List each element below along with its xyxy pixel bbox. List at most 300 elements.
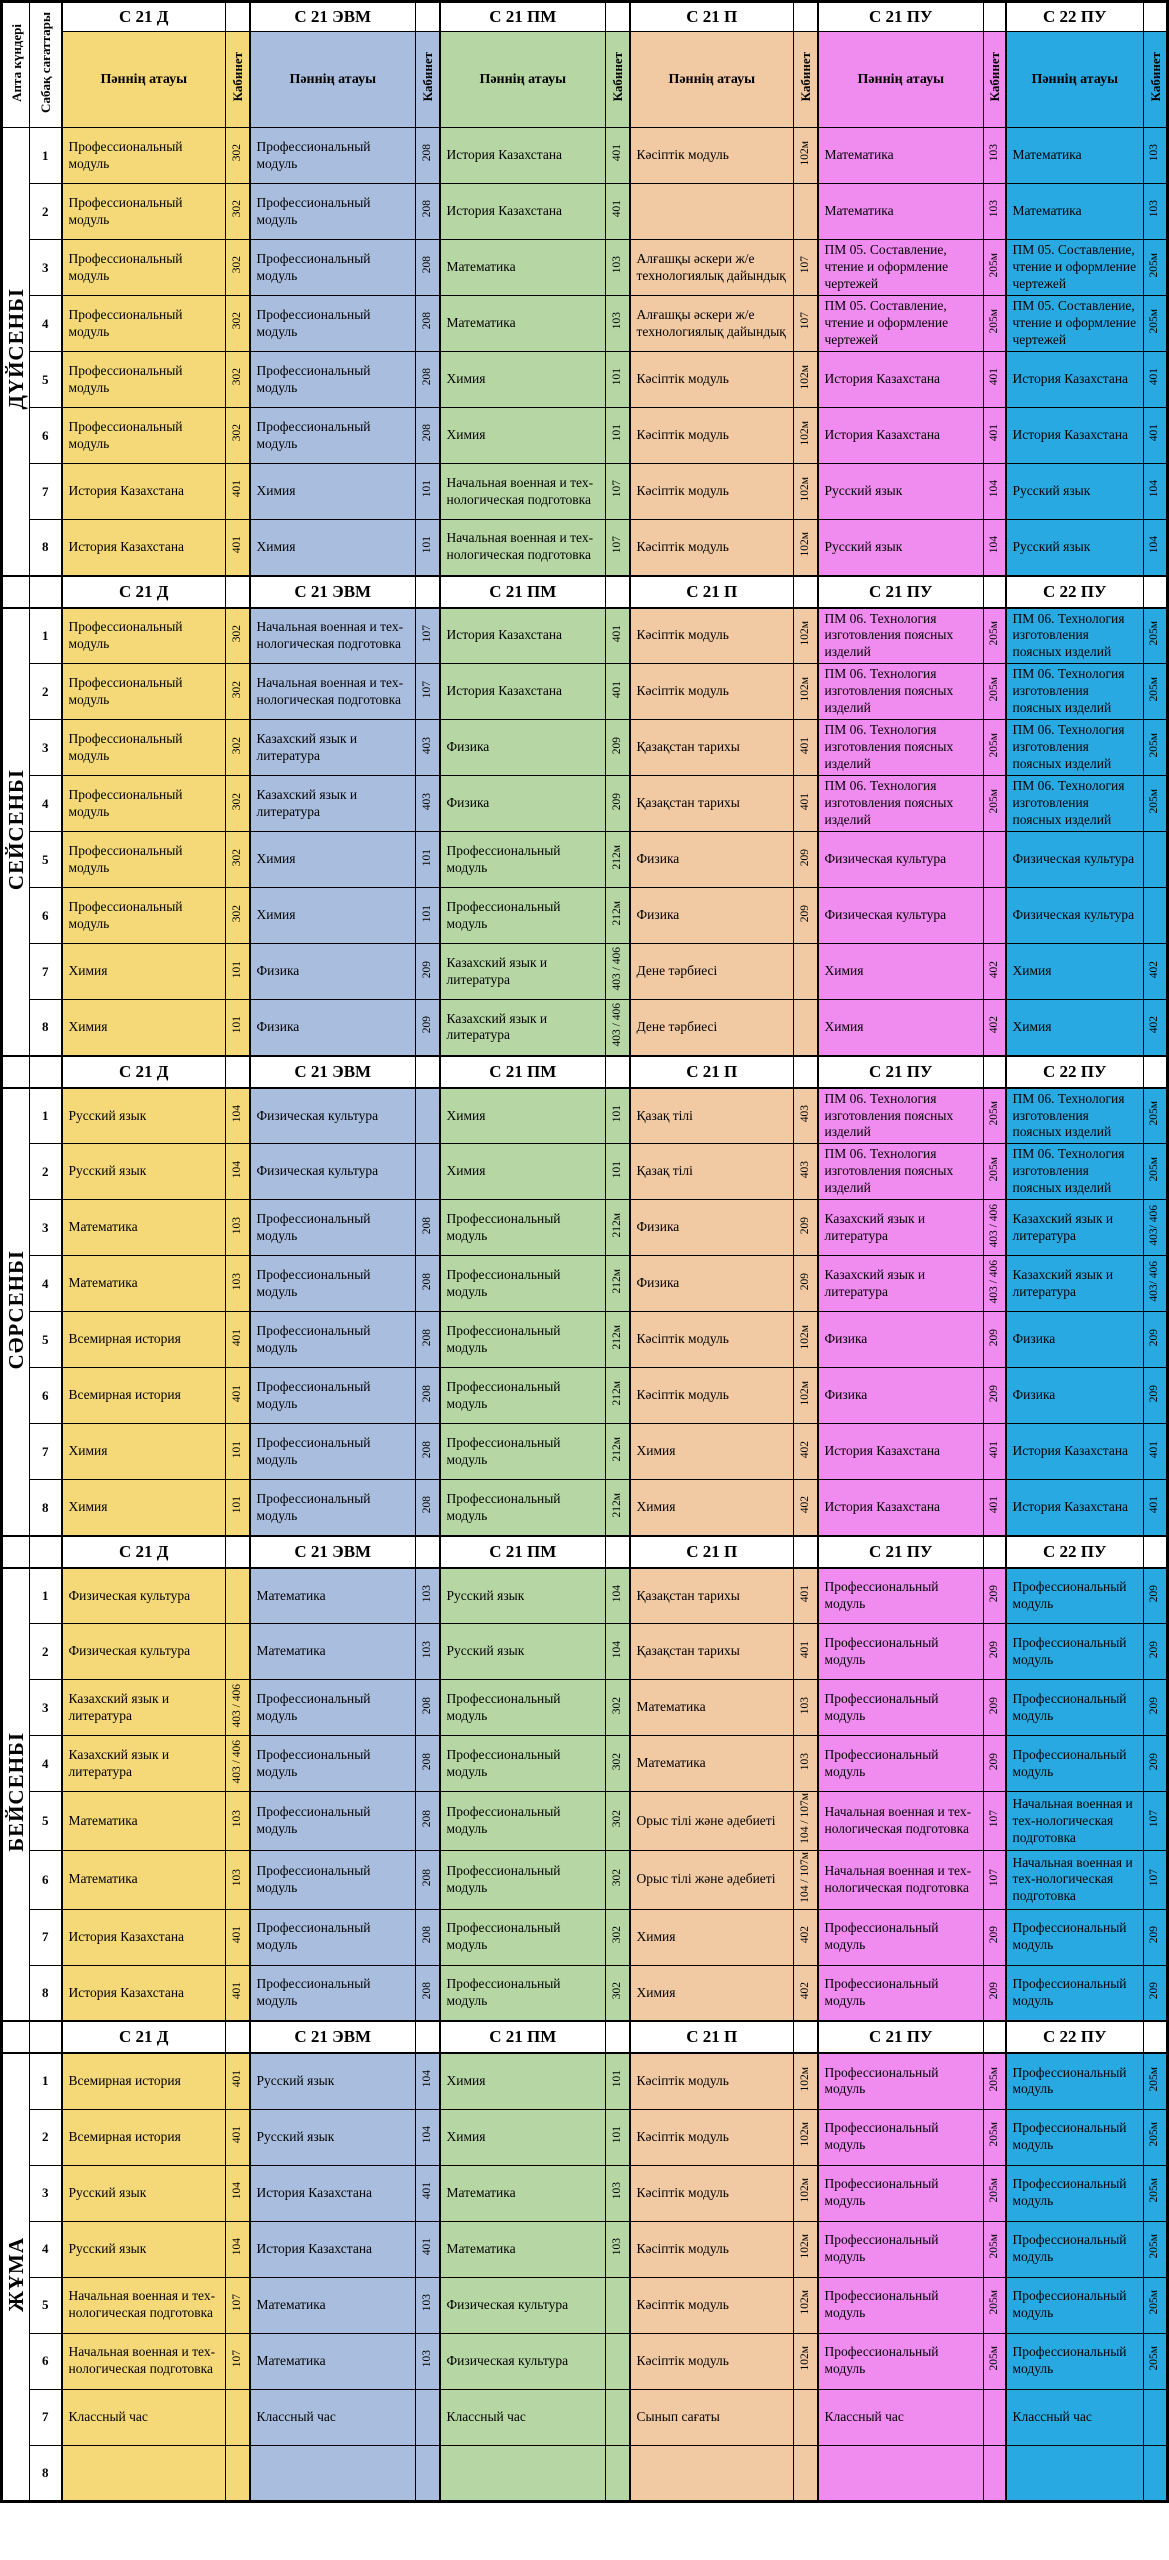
subject-cell: Профессиональный модуль [818, 1965, 984, 2021]
room-number: 103 [1148, 200, 1161, 218]
subject-cell: Химия [250, 464, 416, 520]
subject-cell: История Казахстана [62, 464, 226, 520]
room-cell [416, 2389, 440, 2445]
room-number: 205м [987, 2122, 1000, 2147]
room-cell [416, 944, 440, 1000]
room-cell [226, 1568, 250, 1624]
room-number: 302 [230, 680, 243, 698]
room-cell [984, 464, 1006, 520]
spacer-cell [984, 1056, 1006, 1088]
room-cell [416, 240, 440, 296]
lesson-hour: 8 [30, 1000, 62, 1056]
group-name-header: С 21 ПМ [440, 1056, 606, 1088]
room-number: 403 / 406 [230, 1683, 243, 1727]
room-number: 205м [987, 2346, 1000, 2371]
subject-cell: Профессиональный модуль [818, 2277, 984, 2333]
room-cell [1144, 1792, 1168, 1851]
group-name-header: С 21 ЭВМ [250, 576, 416, 608]
room-cell [1144, 1568, 1168, 1624]
subject-cell: Начальная военная и тех-нологическая подготовка [818, 1850, 984, 1909]
room-cell [226, 464, 250, 520]
room-number: 107 [610, 536, 623, 554]
subject-cell: Профессиональный модуль [250, 128, 416, 184]
subject-cell: Физическая культура [62, 1568, 226, 1624]
subject-cell: Физическая культура [250, 1144, 416, 1200]
room-cell [416, 1256, 440, 1312]
room-cell [1144, 1312, 1168, 1368]
lesson-hour: 1 [30, 608, 62, 664]
room-number: 102м [798, 676, 811, 702]
room-number: 209 [987, 1926, 1000, 1944]
room-cell [1144, 184, 1168, 240]
subject-cell: ПМ 06. Технология изготовления поясных изделий [1006, 608, 1144, 664]
group-name-header: С 21 П [630, 1536, 794, 1568]
room-number: 401 [230, 1328, 243, 1346]
room-number: 403 [420, 736, 433, 754]
subject-cell: ПМ 06. Технология изготовления поясных изделий [818, 1144, 984, 1200]
room-cell [1144, 1736, 1168, 1792]
room-number: 102м [798, 2234, 811, 2259]
subject-cell: Физика [630, 832, 794, 888]
room-number: 401 [230, 1981, 243, 2000]
room-number: 103 [230, 1216, 243, 1234]
room-number: 212м [610, 1212, 623, 1238]
room-number: 401 [610, 144, 623, 162]
spacer-cell [2, 1056, 30, 1088]
room-number: 401 [798, 1640, 811, 1658]
subject-cell: Математика [1006, 184, 1144, 240]
room-cell [606, 128, 630, 184]
room-number: 401 [230, 2126, 243, 2144]
room-column-header-label: Кабинет [609, 52, 625, 102]
room-cell [1144, 352, 1168, 408]
day-label-text: БЕЙСЕНБІ [3, 1732, 28, 1852]
lesson-hour: 7 [30, 944, 62, 1000]
subject-cell: История Казахстана [1006, 1424, 1144, 1480]
day-label-text: ЖҰМА [3, 2237, 28, 2312]
room-number: 212м [610, 1268, 623, 1294]
lesson-hour: 5 [30, 1312, 62, 1368]
room-number: 302 [610, 1696, 623, 1714]
subject-cell: Профессиональный модуль [818, 1736, 984, 1792]
room-number: 302 [230, 792, 243, 810]
room-number: 302 [230, 200, 243, 218]
room-number: 104 [420, 2070, 433, 2088]
room-number: 209 [987, 1384, 1000, 1402]
room-cell [226, 664, 250, 720]
room-column-header-label: Кабинет [1147, 52, 1163, 102]
spacer-cell [2, 576, 30, 608]
room-cell [984, 944, 1006, 1000]
subject-cell: Математика [62, 1200, 226, 1256]
room-cell [226, 2165, 250, 2221]
subject-cell: Профессиональный модуль [818, 1680, 984, 1736]
lesson-row [2, 1088, 1168, 1144]
spacer-cell [606, 576, 630, 608]
room-number: 403 / 406 [610, 947, 623, 991]
subject-cell: ПМ 06. Технология изготовления поясных изделий [818, 776, 984, 832]
room-cell [794, 184, 818, 240]
room-number: 107 [987, 1809, 1000, 1828]
subject-cell: ПМ 06. Технология изготовления поясных изделий [818, 664, 984, 720]
room-cell [794, 1000, 818, 1056]
subject-cell: Кәсіптік модуль [630, 664, 794, 720]
subject-cell: Начальная военная и тех-нологическая подготовка [250, 664, 416, 720]
room-cell [606, 1144, 630, 1200]
room-cell [1144, 1256, 1168, 1312]
room-cell [794, 888, 818, 944]
room-column-header [606, 32, 630, 128]
subject-cell: Профессиональный модуль [440, 832, 606, 888]
room-cell [606, 1200, 630, 1256]
subject-cell: Профессиональный модуль [250, 1424, 416, 1480]
room-number: 205м [987, 1101, 1000, 1126]
room-number: 401 [1148, 424, 1161, 442]
room-cell [606, 1736, 630, 1792]
room-cell [1144, 1480, 1168, 1536]
room-cell [984, 1680, 1006, 1736]
room-cell [794, 1736, 818, 1792]
room-number: 212м [610, 900, 623, 926]
room-number: 102м [798, 140, 811, 166]
lesson-hour: 3 [30, 240, 62, 296]
room-number: 401 [798, 1584, 811, 1603]
subject-cell: Всемирная история [62, 1312, 226, 1368]
room-number: 208 [420, 1809, 433, 1828]
room-cell [416, 1000, 440, 1056]
room-number: 205м [1148, 2234, 1161, 2259]
subject-cell: Химия [440, 2053, 606, 2109]
room-number: 209 [987, 1328, 1000, 1346]
room-column-header-label: Кабинет [229, 52, 245, 102]
room-cell [794, 1792, 818, 1851]
lesson-row [2, 2109, 1168, 2165]
subject-cell: Физика [440, 720, 606, 776]
room-number: 205м [1148, 2346, 1161, 2371]
room-number: 208 [420, 1328, 433, 1346]
room-cell [984, 2109, 1006, 2165]
room-number: 403 / 406 [610, 1003, 623, 1047]
subject-cell: Химия [630, 1965, 794, 2021]
lesson-row [2, 1792, 1168, 1851]
room-number: 104 [230, 2182, 243, 2200]
room-number: 101 [420, 904, 433, 922]
subject-cell: Профессиональный модуль [440, 1792, 606, 1851]
lesson-row [2, 2389, 1168, 2445]
room-cell [416, 1792, 440, 1851]
room-number: 402 [1148, 960, 1161, 978]
room-cell [416, 1200, 440, 1256]
room-number: 103 [987, 144, 1000, 162]
spacer-cell [416, 1536, 440, 1568]
subject-cell: Дене тәрбиесі [630, 1000, 794, 1056]
room-cell [1144, 1200, 1168, 1256]
subject-cell: Қазақстан тарихы [630, 1568, 794, 1624]
subject-cell: Профессиональный модуль [62, 832, 226, 888]
spacer-cell [794, 2, 818, 32]
lesson-hour: 3 [30, 1680, 62, 1736]
day-separator-header [2, 1536, 1168, 1568]
room-cell [794, 776, 818, 832]
subject-cell: Профессиональный модуль [250, 296, 416, 352]
group-name-header: С 21 ЭВМ [250, 1056, 416, 1088]
room-column-header [794, 32, 818, 128]
room-cell [794, 1624, 818, 1680]
subject-cell: История Казахстана [440, 664, 606, 720]
subject-cell: Химия [62, 1424, 226, 1480]
room-cell [606, 1480, 630, 1536]
room-cell [794, 1480, 818, 1536]
subject-cell: ПМ 06. Технология изготовления поясных изделий [818, 720, 984, 776]
subject-cell: Русский язык [1006, 520, 1144, 576]
room-cell [416, 2333, 440, 2389]
lesson-row [2, 2221, 1168, 2277]
subject-cell: Алғашқы әскери ж/е технологиялық дайындық [630, 240, 794, 296]
lesson-hour: 7 [30, 464, 62, 520]
subject-cell: Кәсіптік модуль [630, 464, 794, 520]
room-number: 103 [1148, 144, 1161, 162]
subject-cell: Физическая культура [1006, 888, 1144, 944]
room-number: 103 [420, 1584, 433, 1603]
room-cell [226, 1480, 250, 1536]
room-cell [226, 1624, 250, 1680]
room-number: 208 [420, 1496, 433, 1514]
room-cell [226, 184, 250, 240]
room-cell [226, 1909, 250, 1965]
room-number: 104 [230, 2238, 243, 2256]
subject-cell: Профессиональный модуль [1006, 1680, 1144, 1736]
room-cell [606, 296, 630, 352]
room-cell [794, 1088, 818, 1144]
subject-cell: Химия [1006, 1000, 1144, 1056]
room-cell [794, 352, 818, 408]
subject-cell: Начальная военная и тех-нологическая подготовка [818, 1792, 984, 1851]
subject-cell: Классный час [440, 2389, 606, 2445]
room-number: 208 [420, 1384, 433, 1402]
room-number: 209 [1148, 1981, 1161, 2000]
lesson-hour: 8 [30, 1965, 62, 2021]
header-row-groups [2, 2, 1168, 32]
room-cell [606, 408, 630, 464]
lesson-row [2, 664, 1168, 720]
room-cell [794, 944, 818, 1000]
room-number: 209 [610, 792, 623, 810]
room-cell [794, 664, 818, 720]
subject-cell: Математика [62, 1256, 226, 1312]
subject-cell: Профессиональный модуль [250, 1200, 416, 1256]
subject-cell: Профессиональный модуль [250, 1480, 416, 1536]
subject-cell: История Казахстана [62, 1965, 226, 2021]
room-number: 103 [798, 1696, 811, 1714]
hours-column-header [30, 2, 62, 128]
room-number: 102м [798, 2178, 811, 2203]
subject-cell: Профессиональный модуль [1006, 2333, 1144, 2389]
room-cell [416, 1312, 440, 1368]
subject-cell: Химия [250, 832, 416, 888]
subject-cell: Профессиональный модуль [440, 1256, 606, 1312]
room-cell [226, 2445, 250, 2501]
room-cell [226, 944, 250, 1000]
room-cell [416, 720, 440, 776]
subject-cell: Профессиональный модуль [1006, 1736, 1144, 1792]
subject-cell: Профессиональный модуль [250, 1256, 416, 1312]
subject-cell: Начальная военная и тех-нологическая подготовка [62, 2277, 226, 2333]
group-name-header: С 21 ЭВМ [250, 1536, 416, 1568]
room-cell [984, 1792, 1006, 1851]
room-number: 205м [987, 2178, 1000, 2203]
room-number: 209 [1148, 1584, 1161, 1603]
room-number: 403 / 406 [987, 1259, 1000, 1303]
subject-cell: История Казахстана [1006, 352, 1144, 408]
room-number: 101 [420, 480, 433, 498]
room-number: 302 [230, 424, 243, 442]
group-name-header: С 21 Д [62, 1536, 226, 1568]
room-cell [416, 2277, 440, 2333]
lesson-hour: 5 [30, 352, 62, 408]
subject-cell: Профессиональный модуль [250, 1909, 416, 1965]
room-cell [606, 184, 630, 240]
subject-cell: Профессиональный модуль [62, 240, 226, 296]
spacer-cell [416, 1056, 440, 1088]
group-name-header: С 21 ПМ [440, 576, 606, 608]
room-number: 205м [1148, 732, 1161, 758]
subject-cell: Химия [630, 1909, 794, 1965]
subject-cell: ПМ 06. Технология изготовления поясных изделий [1006, 1088, 1144, 1144]
room-cell [1144, 1368, 1168, 1424]
group-name-header: С 21 ПУ [818, 2021, 984, 2053]
room-cell [1144, 1909, 1168, 1965]
subject-cell: Профессиональный модуль [818, 1909, 984, 1965]
room-number: 208 [420, 312, 433, 330]
subject-cell: Физическая культура [62, 1624, 226, 1680]
room-number: 401 [230, 536, 243, 554]
lesson-hour: 3 [30, 720, 62, 776]
lesson-row [2, 2165, 1168, 2221]
room-cell [984, 352, 1006, 408]
subject-cell: Математика [818, 184, 984, 240]
subject-cell: Профессиональный модуль [62, 296, 226, 352]
room-number: 103 [610, 2238, 623, 2256]
day-label [2, 1088, 30, 1536]
room-cell [226, 1144, 250, 1200]
spacer-cell [416, 2021, 440, 2053]
room-number: 209 [1148, 1328, 1161, 1346]
room-cell [606, 1792, 630, 1851]
room-cell [794, 1424, 818, 1480]
subject-cell: Химия [1006, 944, 1144, 1000]
subject-cell: Профессиональный модуль [818, 2333, 984, 2389]
lesson-row [2, 1424, 1168, 1480]
lesson-hour: 4 [30, 776, 62, 832]
lesson-hour: 6 [30, 1368, 62, 1424]
room-number: 107 [420, 680, 433, 698]
subject-cell: Кәсіптік модуль [630, 352, 794, 408]
spacer-cell [794, 2021, 818, 2053]
days-column-header-label: Апта күндері [8, 23, 24, 102]
room-number: 205м [1148, 788, 1161, 814]
room-cell [416, 1680, 440, 1736]
room-number: 208 [420, 1272, 433, 1290]
subject-cell: Химия [440, 2109, 606, 2165]
room-number: 401 [798, 736, 811, 754]
subject-cell: Физика [1006, 1368, 1144, 1424]
subject-cell: Физика [818, 1368, 984, 1424]
lesson-hour: 6 [30, 2333, 62, 2389]
room-number: 102м [798, 2066, 811, 2092]
subject-cell: Профессиональный модуль [1006, 2165, 1144, 2221]
subject-cell: ПМ 06. Технология изготовления поясных изделий [1006, 664, 1144, 720]
room-cell [606, 776, 630, 832]
room-cell [984, 1000, 1006, 1056]
room-cell [226, 720, 250, 776]
subject-cell: История Казахстана [1006, 1480, 1144, 1536]
room-cell [226, 352, 250, 408]
room-number: 205м [1148, 308, 1161, 334]
room-number: 104 [1148, 536, 1161, 554]
room-number: 102м [798, 476, 811, 502]
room-number: 209 [798, 904, 811, 922]
subject-cell: Физическая культура [440, 2333, 606, 2389]
room-number: 302 [610, 1926, 623, 1944]
room-cell [1144, 944, 1168, 1000]
subject-cell: Кәсіптік модуль [630, 1368, 794, 1424]
subject-cell: Профессиональный модуль [818, 1568, 984, 1624]
room-number: 104 [230, 1104, 243, 1123]
spacer-cell [606, 2021, 630, 2053]
subject-cell: Химия [440, 1144, 606, 1200]
room-number: 208 [420, 1752, 433, 1770]
subject-cell: Математика [250, 2277, 416, 2333]
room-cell [984, 832, 1006, 888]
room-cell [416, 888, 440, 944]
subject-cell: ПМ 06. Технология изготовления поясных изделий [1006, 720, 1144, 776]
room-number: 401 [420, 2182, 433, 2200]
room-number: 209 [987, 1752, 1000, 1770]
subject-cell: Математика [440, 2165, 606, 2221]
room-number: 205м [987, 2290, 1000, 2315]
room-number: 205м [1148, 2066, 1161, 2092]
subject-cell: Физика [630, 1200, 794, 1256]
subject-cell: Профессиональный модуль [1006, 1965, 1144, 2021]
lesson-hour: 7 [30, 1424, 62, 1480]
subject-cell [630, 184, 794, 240]
room-number: 103 [987, 200, 1000, 218]
subject-cell: Профессиональный модуль [62, 408, 226, 464]
room-cell [226, 608, 250, 664]
subject-cell: Всемирная история [62, 2109, 226, 2165]
room-cell [1144, 1680, 1168, 1736]
subject-cell: Физическая культура [440, 2277, 606, 2333]
subject-cell: Математика [440, 240, 606, 296]
room-cell [984, 1736, 1006, 1792]
room-cell [984, 128, 1006, 184]
subject-cell: Профессиональный модуль [250, 1850, 416, 1909]
room-cell [1144, 296, 1168, 352]
room-cell [606, 2445, 630, 2501]
room-cell [226, 2053, 250, 2109]
lesson-hour: 6 [30, 1850, 62, 1909]
room-number: 103 [420, 1640, 433, 1658]
subject-cell: Казахский язык и литература [440, 944, 606, 1000]
room-cell [416, 520, 440, 576]
lesson-row [2, 720, 1168, 776]
room-cell [794, 408, 818, 464]
lesson-row [2, 1256, 1168, 1312]
subject-cell: Классный час [1006, 2389, 1144, 2445]
room-cell [794, 2445, 818, 2501]
spacer-cell [1144, 1056, 1168, 1088]
room-number: 209 [1148, 1696, 1161, 1714]
